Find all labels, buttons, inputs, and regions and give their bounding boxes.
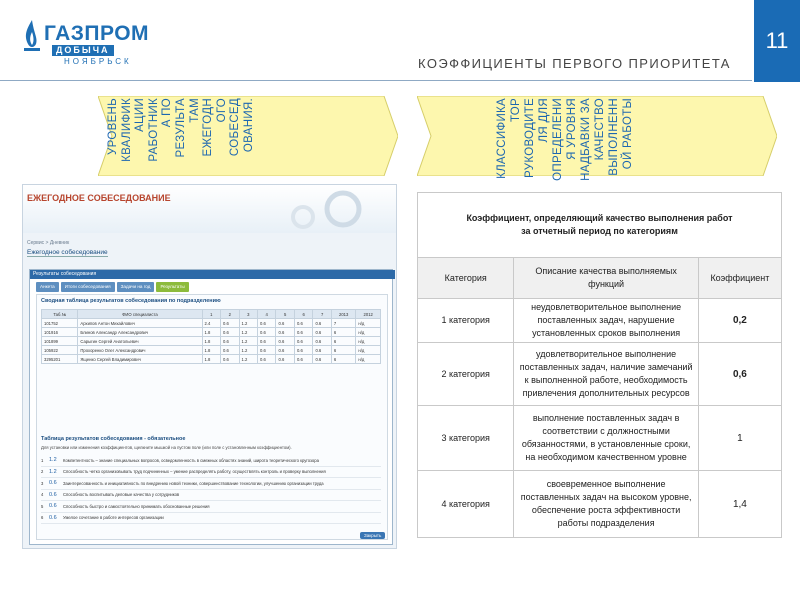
item-text: Способность четко организовывать труд подчиненных – умение распределять работу, осуществлять контроль и проверку выполнения [63, 469, 326, 475]
summary-cell: 0.6 [294, 346, 312, 355]
summary-cell: 0.6 [313, 328, 331, 337]
summary-cell: Прохоренко Олег Александрович [78, 346, 202, 355]
app-title: ЕЖЕГОДНОЕ СОБЕСЕДОВАНИЕ [27, 193, 171, 203]
summary-col-header: 1 [202, 310, 220, 319]
chevron-text-line: АЦИИ [134, 98, 147, 132]
summary-cell: Блинов Александр Александрович [78, 328, 202, 337]
item-number: 3 [41, 480, 44, 486]
summary-col-header: 6 [294, 310, 312, 319]
summary-col-header: 4 [257, 310, 275, 319]
col-header-category: Категория [418, 258, 514, 299]
chevron-text-line: РУКОВОДИТЕ [524, 98, 536, 178]
summary-cell: 0.6 [257, 337, 275, 346]
col-header-coefficient: Коэффициент [698, 258, 781, 299]
tab-interview-results[interactable]: Итоги собеседования [61, 282, 115, 292]
description-cell: своевременное выполнение поставленных задач на высоком уровне, обеспечение роста эффективности работы подразделения [514, 471, 698, 538]
summary-cell: 0.6 [276, 319, 294, 328]
col-header-description: Описание качества выполняемых функций [514, 258, 698, 299]
chevron-text-line: КАЧЕСТВО [594, 98, 606, 161]
summary-cell: 0.6 [313, 319, 331, 328]
list-item[interactable] [41, 467, 381, 479]
summary-cell: 0.6 [313, 337, 331, 346]
summary-col-header: Таб.№ [42, 310, 78, 319]
summary-cell: Архипов Антон Михайлович [78, 319, 202, 328]
table-row [418, 343, 782, 406]
item-coefficient[interactable]: 0.6 [49, 491, 57, 498]
chevron-text-line: КЛАССИФИКА [496, 98, 508, 179]
chevron-text-line: УРОВЕНЬ [107, 98, 119, 155]
summary-cell: 6 [331, 355, 355, 364]
item-text: Умелое сочетание в работе интересов организации [63, 515, 164, 521]
chevron-text-line: А ПО [161, 98, 174, 128]
summary-cell: н/д [356, 328, 381, 337]
summary-cell: 1.2 [239, 346, 257, 355]
summary-cell: 1.2 [239, 328, 257, 337]
summary-cell: 0.6 [294, 328, 312, 337]
results-modal [29, 269, 393, 545]
results-title: Таблица результатов собеседования - обязательное [41, 436, 186, 442]
summary-cell: 0.6 [221, 355, 239, 364]
table-row[interactable] [42, 328, 381, 337]
summary-cell: н/д [356, 355, 381, 364]
summary-cell: 105922 [42, 346, 78, 355]
chevron-qualification [98, 96, 398, 176]
chevron-text-line: ТАМ [188, 98, 201, 123]
summary-cell: 0.6 [276, 328, 294, 337]
summary-cell: Ященко Сергей Владимирович [78, 355, 202, 364]
summary-cell: 0.6 [294, 319, 312, 328]
chevron-text-line: Я УРОВНЯ [566, 98, 578, 160]
tab-year-tasks[interactable]: Задачи на год [117, 282, 155, 292]
summary-cell: н/д [356, 337, 381, 346]
summary-cell: 0.6 [257, 355, 275, 364]
summary-cell: 1.8 [202, 328, 220, 337]
coefficient-table [417, 192, 782, 538]
logo-city: НОЯБРЬСК [64, 57, 132, 66]
list-item[interactable] [41, 513, 381, 525]
list-item[interactable] [41, 490, 381, 502]
header-divider [0, 80, 752, 81]
description-cell: неудовлетворительное выполнение поставленных задач, нарушение установленных сроков выполнения [514, 299, 698, 343]
table-row [418, 406, 782, 471]
summary-cell: 0.6 [276, 346, 294, 355]
summary-cell: 3295201 [42, 355, 78, 364]
chevron-text-line: КВАЛИФИК [120, 98, 133, 162]
summary-table [41, 309, 381, 364]
gas-flame-icon [22, 18, 42, 54]
chevron-text-line: СОБЕСЕД [229, 98, 242, 157]
modal-title: Результаты собеседования [30, 270, 395, 279]
summary-cell: 0.6 [257, 346, 275, 355]
gear-icon [273, 187, 393, 232]
chevron-classifier-label [496, 98, 767, 181]
list-item[interactable] [41, 501, 381, 513]
chevron-qualification-label [108, 98, 388, 174]
summary-col-header: 2 [221, 310, 239, 319]
table-row[interactable] [42, 319, 381, 328]
chevron-classifier [417, 96, 777, 181]
breadcrumb[interactable]: Сервис > Дневник [27, 240, 70, 246]
summary-cell: 1.2 [239, 355, 257, 364]
summary-cell: 1.2 [239, 319, 257, 328]
category-cell: 3 категория [418, 406, 514, 471]
summary-cell: 101916 [42, 328, 78, 337]
table-row[interactable] [42, 355, 381, 364]
results-list [41, 455, 381, 524]
heading-line-1: Коэффициент, определяющий качество выполнения работ [466, 213, 733, 223]
item-coefficient[interactable]: 1.2 [49, 457, 57, 464]
item-number: 4 [41, 492, 44, 498]
summary-cell: 0.6 [294, 337, 312, 346]
summary-cell: н/д [356, 346, 381, 355]
item-text: Способность воспитывать деловые качества у сотрудников [63, 492, 180, 498]
coefficient-cell: 1 [698, 406, 781, 471]
page-title: КОЭФФИЦИЕНТЫ ПЕРВОГО ПРИОРИТЕТА [418, 56, 731, 71]
summary-title: Сводная таблица результатов собеседования по подразделению [41, 298, 221, 304]
heading-line-2: за отчетный период по категориям [521, 226, 678, 236]
summary-cell: 6 [331, 346, 355, 355]
summary-col-header: 2012 [356, 310, 381, 319]
description-cell: удовлетворительное выполнение поставленных задач, наличие замечаний к выполненной работе, необходимость привлечения дополнительных ресурсов [514, 343, 698, 406]
table-row[interactable] [42, 346, 381, 355]
chevron-text-line: ВЫПОЛНЕНН [608, 98, 620, 176]
chevron-text-line: ОПРЕДЕЛЕНИ [552, 98, 564, 181]
summary-cell: 0.6 [221, 328, 239, 337]
summary-cell: 1.8 [202, 337, 220, 346]
summary-cell: 0.6 [257, 328, 275, 337]
chevron-text-line: ОЙ РАБОТЫ [622, 98, 634, 170]
logo-name: ГАЗПРОМ [44, 22, 150, 45]
table-row[interactable] [42, 337, 381, 346]
modal-tabs [36, 282, 189, 292]
interview-app-screenshot [22, 184, 397, 549]
summary-cell: 6 [331, 337, 355, 346]
item-number: 6 [41, 515, 44, 521]
item-coefficient[interactable]: 0.6 [49, 480, 57, 487]
summary-col-header: 2013 [331, 310, 355, 319]
summary-cell: 6 [331, 328, 355, 337]
list-item[interactable] [41, 478, 381, 490]
summary-cell: 0.6 [221, 337, 239, 346]
summary-cell: 0.6 [257, 319, 275, 328]
chevron-text-line: НАДБАВКИ ЗА [580, 98, 592, 181]
category-cell: 4 категория [418, 471, 514, 538]
chevron-text-line: ЛЯ ДЛЯ [538, 98, 550, 143]
summary-cell: 101899 [42, 337, 78, 346]
modal-body [36, 294, 388, 540]
table-row [418, 299, 782, 343]
summary-cell: 2.4 [202, 319, 220, 328]
category-cell: 1 категория [418, 299, 514, 343]
chevron-text-line: ЕЖЕГОДН [202, 98, 215, 157]
summary-cell: Сарыгин Сергей Анатольевич [78, 337, 202, 346]
item-text: Заинтересованность и инициативность по внедрению новой техники, совершенствование технологии, улучшению организации труда [63, 480, 324, 486]
item-number: 5 [41, 503, 44, 509]
chevron-text-line: РЕЗУЛЬТА [175, 98, 187, 158]
item-coefficient[interactable]: 0.6 [49, 503, 57, 510]
chevron-text-line: ОГО [215, 98, 228, 123]
summary-cell: 0.6 [221, 319, 239, 328]
list-item[interactable] [41, 455, 381, 467]
coefficient-cell: 0,2 [698, 299, 781, 343]
item-number: 2 [41, 469, 44, 475]
summary-cell: 0.6 [313, 346, 331, 355]
description-cell: выполнение поставленных задач в соответствии с должностными обязанностями, в установленные сроки, на необходимом качественном уровне [514, 406, 698, 471]
summary-cell: 0.6 [276, 355, 294, 364]
table-row [418, 471, 782, 538]
chevron-text-line: РАБОТНИК [147, 98, 160, 162]
summary-col-header: 7 [313, 310, 331, 319]
summary-cell: 1.8 [202, 355, 220, 364]
item-text: Способность быстро и самостоятельно принимать обоснованные решения [63, 503, 210, 509]
summary-cell: 0.6 [221, 346, 239, 355]
summary-col-header: ФИО специалиста [78, 310, 202, 319]
chevron-text-line: ОВАНИЯ. [243, 98, 255, 153]
logo-subline: ДОБЫЧА [52, 45, 114, 56]
summary-cell: 0.6 [313, 355, 331, 364]
summary-cell: 101752 [42, 319, 78, 328]
chevron-text-line: ТОР [510, 98, 522, 123]
summary-cell: 1.2 [239, 337, 257, 346]
tab-results[interactable]: Результаты [156, 282, 188, 292]
summary-col-header: 5 [276, 310, 294, 319]
coefficient-table-heading [418, 193, 782, 258]
item-coefficient[interactable]: 0.6 [49, 514, 57, 521]
summary-cell: 0.6 [294, 355, 312, 364]
category-cell: 2 категория [418, 343, 514, 406]
item-coefficient[interactable]: 1.2 [49, 468, 57, 475]
tab-questionnaire[interactable]: Анкета [36, 282, 59, 292]
coefficient-cell: 1,4 [698, 471, 781, 538]
summary-col-header: 3 [239, 310, 257, 319]
section-title: Ежегодное собеседование [27, 249, 108, 256]
coefficient-cell: 0,6 [698, 343, 781, 406]
summary-cell: 1.8 [202, 346, 220, 355]
item-text: Компетентность – знание специальных вопросов, осведомленность в смежных областях знаний, широта теоретического кругозора [63, 457, 319, 463]
summary-cell: н/д [356, 319, 381, 328]
item-number: 1 [41, 457, 44, 463]
slide-number: 11 [754, 0, 800, 82]
summary-cell: 0.6 [276, 337, 294, 346]
summary-cell: 7 [331, 319, 355, 328]
results-note: Для установки или изменения коэффициентов, щелкните мышкой на пустом поле (или поле с установленным коэффициентом). [41, 445, 292, 450]
close-button[interactable]: Закрыть [360, 532, 385, 539]
